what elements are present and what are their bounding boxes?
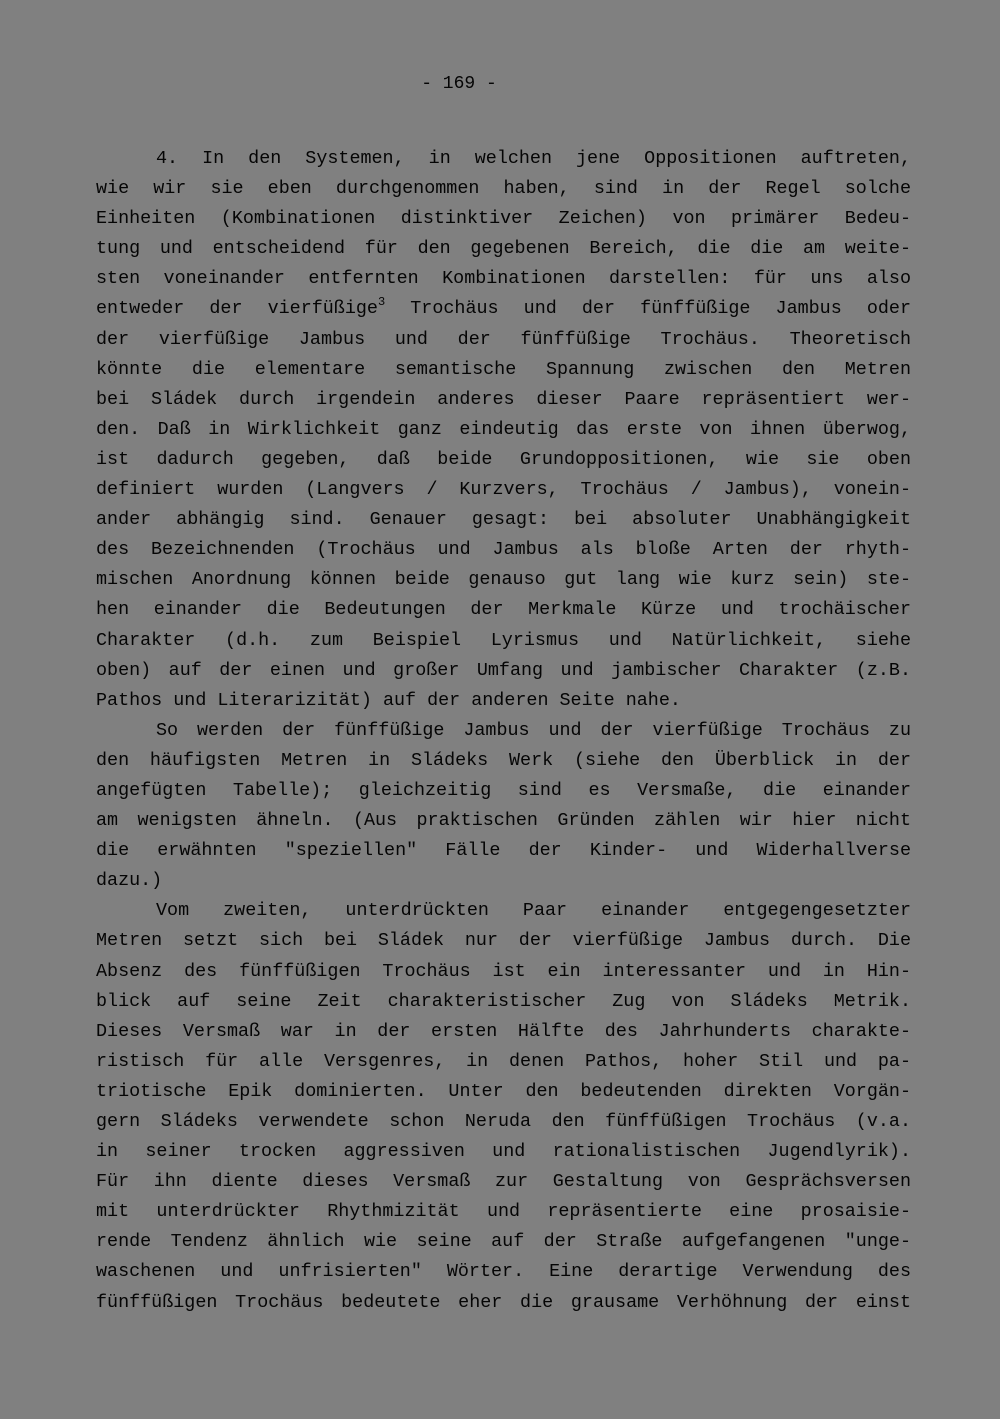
text-line: So werden der fünffüßige Jambus und der vierfüßige Trochäus zu [156,719,911,741]
text-line: rende Tendenz ähnlich wie seine auf der Straße aufgefangenen "unge- [96,1231,911,1253]
text-line: ristisch für alle Versgenres, in denen Pathos, hoher Stil und pa- [96,1050,911,1072]
text-line: blick auf seine Zeit charakteristischer Zug von Sládeks Metrik. [96,990,911,1012]
text-line: Metren setzt sich bei Sládek nur der vierfüßige Jambus durch. Die [96,930,911,952]
text-line: mit unterdrückter Rhythmizität und repräsentierte eine prosaisie- [96,1201,911,1223]
text-line: angefügten Tabelle); gleichzeitig sind es Versmaße, die einander [96,779,911,801]
text-line: waschenen und unfrisierten" Wörter. Eine derartige Verwendung des [96,1261,911,1283]
text-line: sten voneinander entfernten Kombinationen darstellen: für uns also [96,268,911,290]
text-line: der vierfüßige Jambus und der fünffüßige Trochäus. Theoretisch [96,328,911,350]
body-text [96,144,911,1318]
text-line: ist dadurch gegeben, daß beide Grundoppositionen, wie sie oben [96,448,911,470]
text-line [96,294,911,324]
footnote-marker: 3 [377,295,386,310]
text-line: definiert wurden (Langvers / Kurzvers, Trochäus / Jambus), vonein- [96,479,911,501]
text-line: Dieses Versmaß war in der ersten Hälfte des Jahrhunderts charakte- [96,1020,911,1042]
text-line: des Bezeichnenden (Trochäus und Jambus als bloße Arten der rhyth- [96,539,911,561]
text-segment: Trochäus und der fünffüßige Jambus oder [385,298,911,320]
text-segment: entweder der vierfüßige [96,298,378,320]
text-line: 4. In den Systemen, in welchen jene Oppositionen auftreten, [156,148,911,169]
text-line: den. Daß in Wirklichkeit ganz eindeutig das erste von ihnen überwog, [96,418,911,440]
text-line: wie wir sie eben durchgenommen haben, sind in der Regel solche [96,178,911,200]
text-line: gern Sládeks verwendete schon Neruda den fünffüßigen Trochäus (v.a. [96,1111,911,1132]
text-line: fünffüßigen Trochäus bedeutete eher die grausame Verhöhnung der einst [96,1291,911,1313]
text-line: mischen Anordnung können beide genauso gut lang wie kurz sein) ste- [96,569,911,591]
text-line: könnte die elementare semantische Spannung zwischen den Metren [96,358,911,380]
text-line: oben) auf der einen und großer Umfang und jambischer Charakter (z.B. [96,659,911,681]
text-line: triotische Epik dominierten. Unter den bedeutenden direkten Vorgän- [96,1080,911,1102]
text-line: dazu.) [96,870,163,892]
text-line: bei Sládek durch irgendein anderes dieser Paare repräsentiert wer- [96,388,911,410]
text-line: Charakter (d.h. zum Beispiel Lyrismus und Natürlichkeit, siehe [96,629,911,651]
text-line: am wenigsten ähneln. (Aus praktischen Gründen zählen wir hier nicht [96,810,911,832]
text-line: hen einander die Bedeutungen der Merkmale Kürze und trochäischer [96,599,911,621]
text-line: Vom zweiten, unterdrückten Paar einander entgegengesetzter [156,900,911,922]
text-line: Für ihn diente dieses Versmaß zur Gestaltung von Gesprächsversen [96,1171,911,1193]
text-line: Einheiten (Kombinationen distinktiver Zeichen) von primärer Bedeu- [96,208,911,230]
text-line: Absenz des fünffüßigen Trochäus ist ein interessanter und in Hin- [96,960,911,982]
text-line: die erwähnten "speziellen" Fälle der Kinder- und Widerhallverse [96,840,911,862]
text-line: in seiner trocken aggressiven und rationalistischen Jugendlyrik). [96,1141,911,1163]
text-line: ander abhängig sind. Genauer gesagt: bei absoluter Unabhängigkeit [96,509,911,531]
text-line: tung und entscheidend für den gegebenen Bereich, die die am weite- [96,238,911,260]
page-number: - 169 - [421,74,497,94]
text-line: Pathos und Literarizität) auf der anderen Seite nahe. [96,689,681,711]
text-line: den häufigsten Metren in Sládeks Werk (siehe den Überblick in der [96,749,911,771]
